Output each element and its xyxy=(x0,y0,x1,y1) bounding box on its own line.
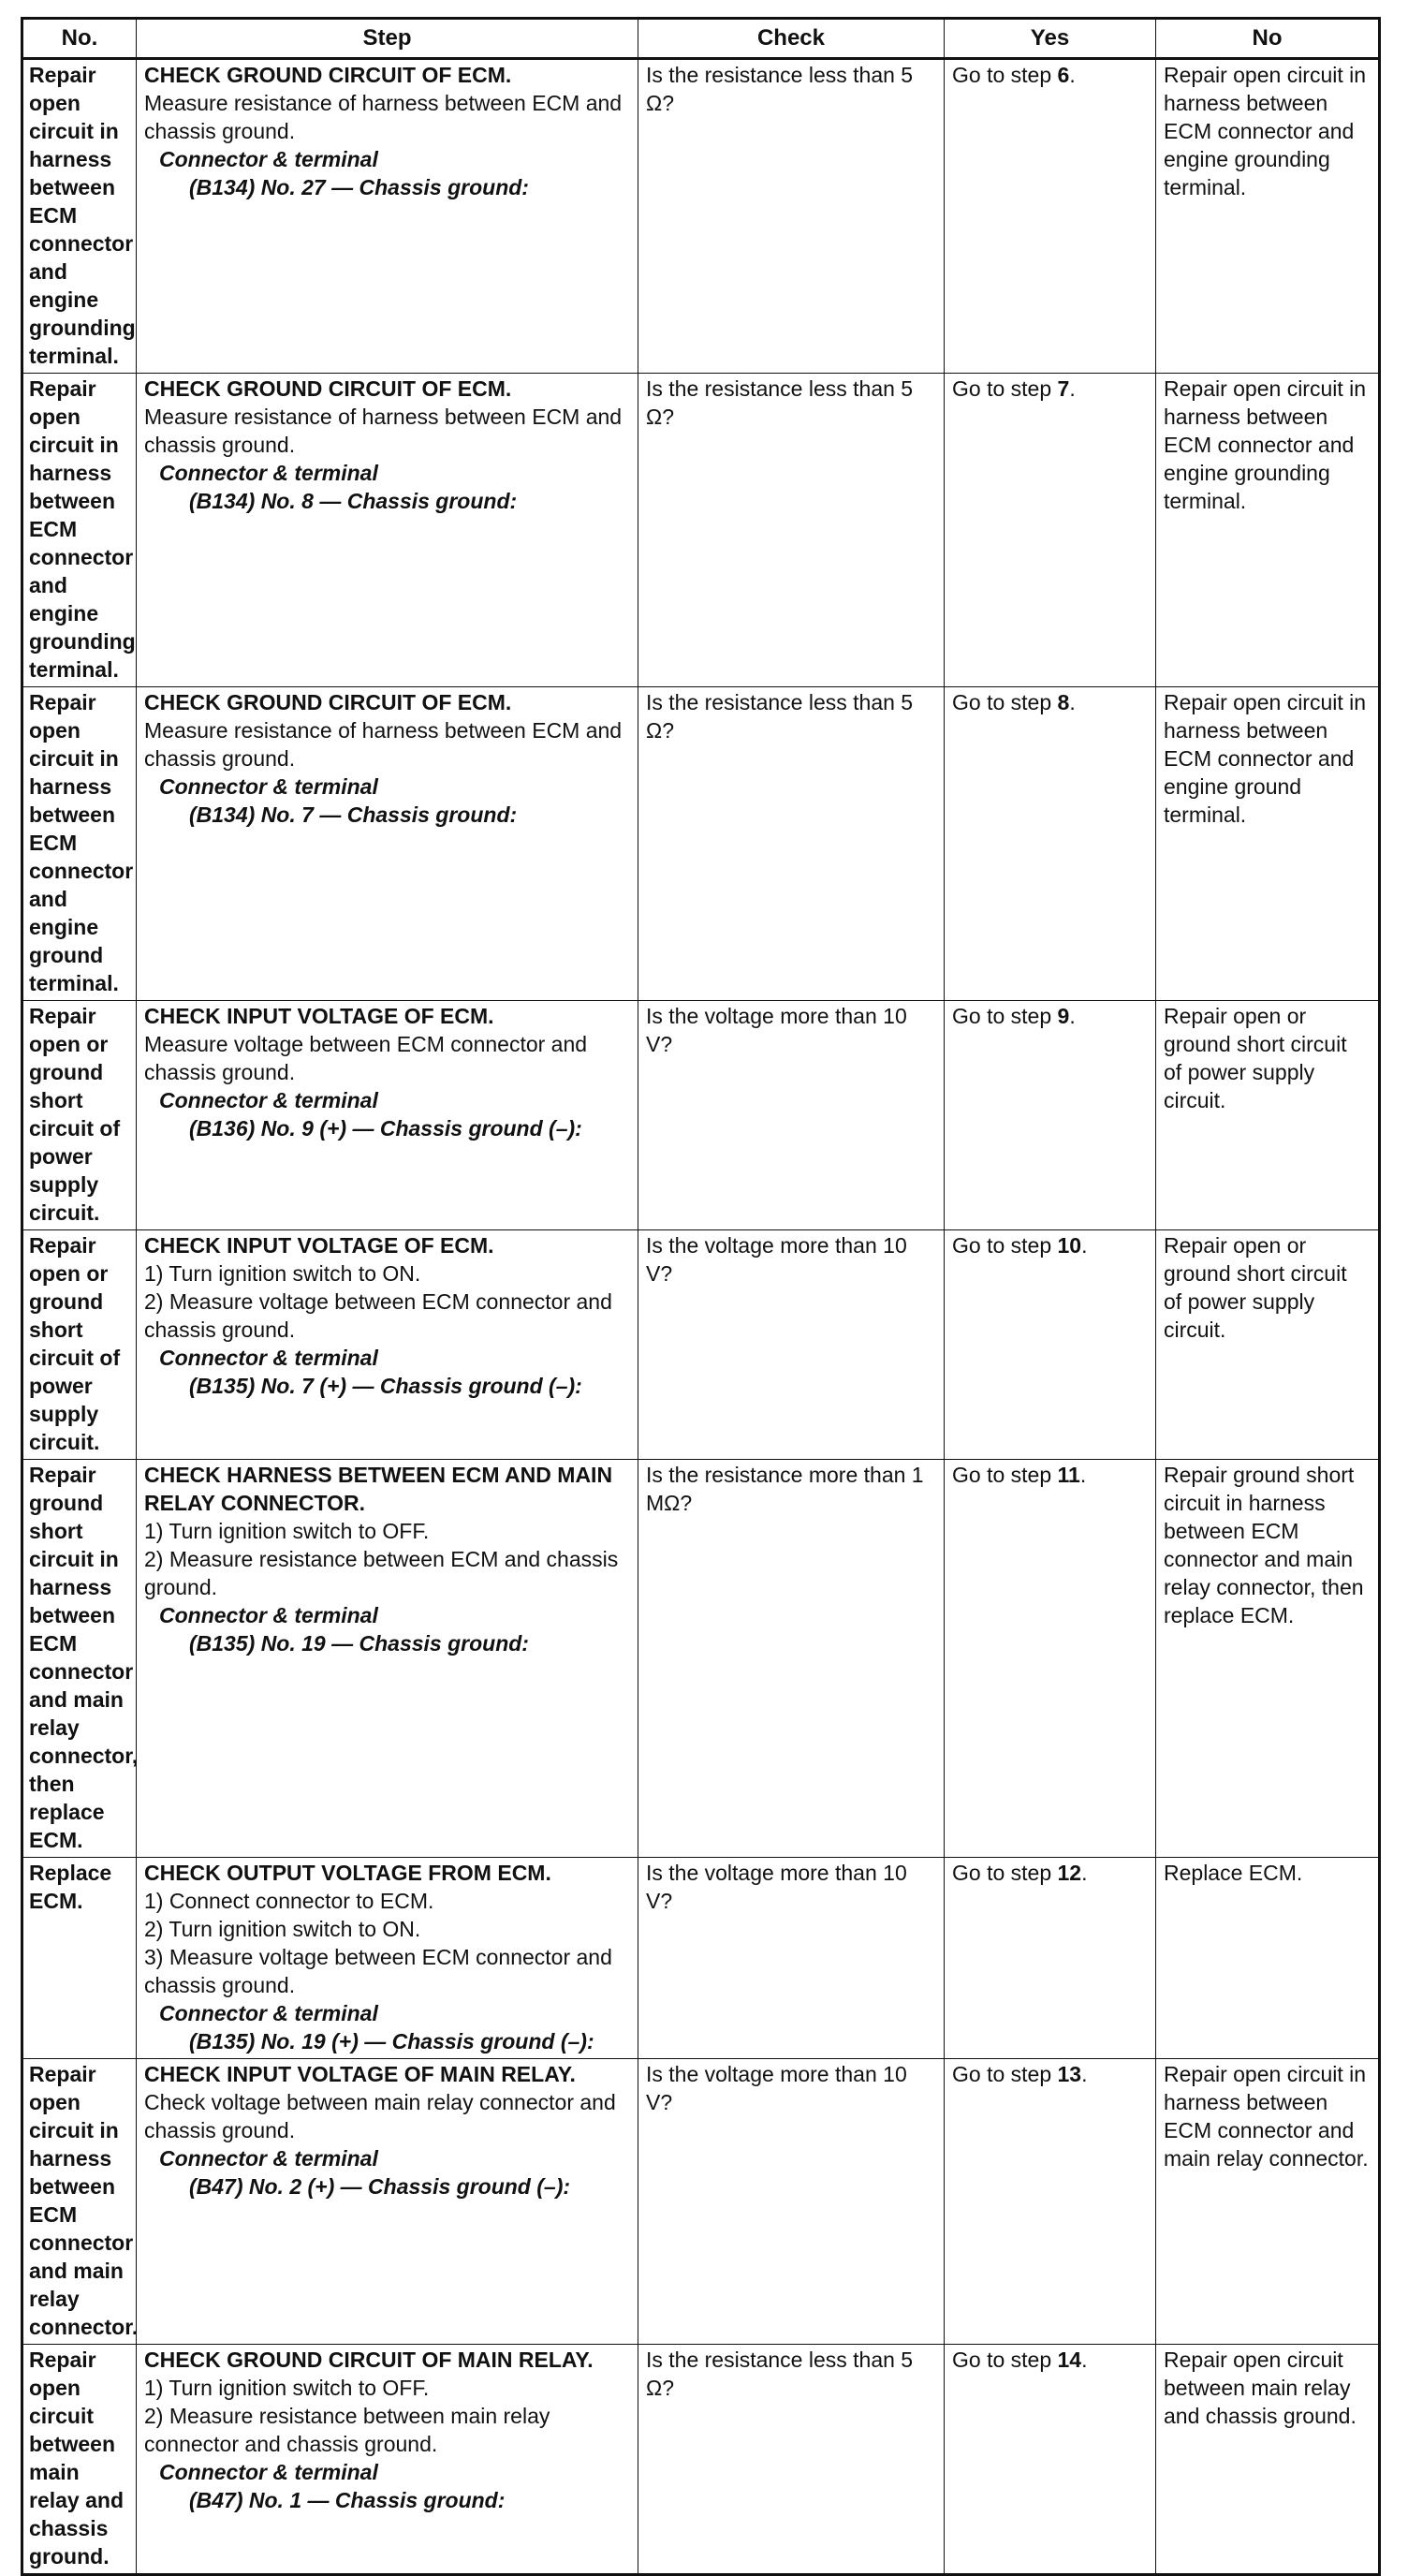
row-number: Repair open circuit in harness between ECM connector and engine grounding terminal. xyxy=(22,59,137,374)
table-body xyxy=(22,59,1380,2575)
step-cell xyxy=(137,2059,638,2345)
step-instruction: 2) Measure resistance between main relay connector and chassis ground. xyxy=(144,2404,550,2456)
check-cell: Is the voltage more than 10 V? xyxy=(638,1858,945,2059)
terminal-spec: (B47) No. 1 — Chassis ground: xyxy=(189,2488,506,2512)
check-cell: Is the resistance less than 5 Ω? xyxy=(638,2345,945,2575)
step-title: CHECK INPUT VOLTAGE OF ECM. xyxy=(144,1233,494,1258)
table-header-row xyxy=(22,19,1380,59)
step-title: CHECK GROUND CIRCUIT OF ECM. xyxy=(144,690,512,714)
yes-suffix: . xyxy=(1069,1004,1076,1028)
header-no: No. xyxy=(22,19,137,59)
yes-step-number: 13 xyxy=(1057,2062,1082,2086)
connector-terminal-label: Connector & terminal xyxy=(159,1088,378,1112)
yes-step-number: 8 xyxy=(1057,690,1070,714)
check-cell: Is the resistance less than 5 Ω? xyxy=(638,59,945,374)
yes-suffix: . xyxy=(1069,690,1076,714)
step-cell xyxy=(137,59,638,374)
no-action-cell: Repair open or ground short circuit of power supply circuit. xyxy=(1156,1001,1380,1230)
yes-prefix: Go to step xyxy=(952,1861,1052,1885)
yes-step-number: 10 xyxy=(1057,1233,1082,1258)
step-title: CHECK INPUT VOLTAGE OF MAIN RELAY. xyxy=(144,2062,576,2086)
step-cell xyxy=(137,1460,638,1858)
yes-prefix: Go to step xyxy=(952,690,1052,714)
no-action-cell: Repair open circuit in harness between ECM connector and engine grounding terminal. xyxy=(1156,374,1380,687)
yes-prefix: Go to step xyxy=(952,2348,1052,2372)
yes-cell xyxy=(945,59,1156,374)
step-instruction: 2) Measure voltage between ECM connector and chassis ground. xyxy=(144,1289,612,1342)
table-row xyxy=(22,59,1380,374)
yes-cell xyxy=(945,1230,1156,1460)
yes-step-number: 14 xyxy=(1057,2348,1082,2372)
step-title: CHECK GROUND CIRCUIT OF MAIN RELAY. xyxy=(144,2348,594,2372)
step-cell xyxy=(137,1230,638,1460)
step-cell xyxy=(137,374,638,687)
row-number: Repair open circuit in harness between ECM connector and engine grounding terminal. xyxy=(22,374,137,687)
yes-cell xyxy=(945,1460,1156,1858)
yes-suffix: . xyxy=(1081,2062,1088,2086)
yes-cell xyxy=(945,2059,1156,2345)
no-action-cell: Replace ECM. xyxy=(1156,1858,1380,2059)
yes-cell xyxy=(945,2345,1156,2575)
check-cell: Is the voltage more than 10 V? xyxy=(638,1001,945,1230)
table-row xyxy=(22,1858,1380,2059)
connector-terminal-label: Connector & terminal xyxy=(159,147,378,171)
no-action-cell: Repair ground short circuit in harness between ECM connector and main relay connector, then replace ECM. xyxy=(1156,1460,1380,1858)
step-cell xyxy=(137,687,638,1001)
yes-step-number: 12 xyxy=(1057,1861,1082,1885)
terminal-spec: (B136) No. 9 (+) — Chassis ground (–): xyxy=(189,1116,582,1141)
check-cell: Is the voltage more than 10 V? xyxy=(638,2059,945,2345)
yes-cell xyxy=(945,687,1156,1001)
row-number: Repair open or ground short circuit of power supply circuit. xyxy=(22,1001,137,1230)
row-number: Repair open circuit between main relay and chassis ground. xyxy=(22,2345,137,2575)
step-instruction: Measure resistance of harness between ECM and chassis ground. xyxy=(144,91,623,143)
yes-cell xyxy=(945,374,1156,687)
yes-step-number: 6 xyxy=(1057,63,1070,87)
header-yes: Yes xyxy=(945,19,1156,59)
row-number: Repair open or ground short circuit of power supply circuit. xyxy=(22,1230,137,1460)
row-number: Replace ECM. xyxy=(22,1858,137,2059)
table-row xyxy=(22,1230,1380,1460)
terminal-spec: (B135) No. 19 (+) — Chassis ground (–): xyxy=(189,2029,594,2053)
terminal-spec: (B135) No. 7 (+) — Chassis ground (–): xyxy=(189,1374,582,1398)
yes-cell xyxy=(945,1858,1156,2059)
check-cell: Is the resistance less than 5 Ω? xyxy=(638,687,945,1001)
check-cell: Is the resistance more than 1 MΩ? xyxy=(638,1460,945,1858)
step-instruction: 1) Turn ignition switch to OFF. xyxy=(144,1519,430,1543)
terminal-spec: (B135) No. 19 — Chassis ground: xyxy=(189,1631,529,1656)
no-action-cell: Repair open circuit between main relay and chassis ground. xyxy=(1156,2345,1380,2575)
table-row xyxy=(22,2345,1380,2575)
yes-suffix: . xyxy=(1081,2348,1088,2372)
terminal-spec: (B47) No. 2 (+) — Chassis ground (–): xyxy=(189,2174,571,2199)
connector-terminal-label: Connector & terminal xyxy=(159,2146,378,2171)
step-title: CHECK GROUND CIRCUIT OF ECM. xyxy=(144,63,512,87)
step-instruction: 3) Measure voltage between ECM connector and chassis ground. xyxy=(144,1945,612,1997)
step-instruction: 1) Turn ignition switch to ON. xyxy=(144,1261,421,1286)
step-instruction: 2) Turn ignition switch to ON. xyxy=(144,1917,421,1941)
diagnostic-table xyxy=(21,17,1381,2576)
yes-suffix: . xyxy=(1069,376,1076,401)
table-row xyxy=(22,374,1380,687)
step-instruction: Check voltage between main relay connector and chassis ground. xyxy=(144,2090,616,2142)
yes-prefix: Go to step xyxy=(952,376,1052,401)
connector-terminal-label: Connector & terminal xyxy=(159,1346,378,1370)
table-row xyxy=(22,687,1380,1001)
yes-suffix: . xyxy=(1069,63,1076,87)
terminal-spec: (B134) No. 7 — Chassis ground: xyxy=(189,802,518,827)
connector-terminal-label: Connector & terminal xyxy=(159,2001,378,2025)
check-cell: Is the voltage more than 10 V? xyxy=(638,1230,945,1460)
step-instruction: 1) Connect connector to ECM. xyxy=(144,1889,434,1913)
step-cell xyxy=(137,2345,638,2575)
row-number: Repair open circuit in harness between ECM connector and engine ground terminal. xyxy=(22,687,137,1001)
terminal-spec: (B134) No. 8 — Chassis ground: xyxy=(189,489,518,513)
yes-step-number: 11 xyxy=(1057,1463,1080,1487)
yes-suffix: . xyxy=(1081,1233,1088,1258)
row-number: Repair open circuit in harness between ECM connector and main relay connector. xyxy=(22,2059,137,2345)
yes-step-number: 7 xyxy=(1057,376,1070,401)
step-instruction: Measure voltage between ECM connector and chassis ground. xyxy=(144,1032,588,1084)
diagnostic-page xyxy=(21,17,1378,2576)
yes-prefix: Go to step xyxy=(952,1004,1052,1028)
header-step: Step xyxy=(137,19,638,59)
step-cell xyxy=(137,1858,638,2059)
step-instruction: Measure resistance of harness between ECM and chassis ground. xyxy=(144,405,623,457)
yes-cell xyxy=(945,1001,1156,1230)
yes-prefix: Go to step xyxy=(952,1233,1052,1258)
connector-terminal-label: Connector & terminal xyxy=(159,2460,378,2484)
no-action-cell: Repair open circuit in harness between ECM connector and engine ground terminal. xyxy=(1156,687,1380,1001)
table-row xyxy=(22,2059,1380,2345)
step-instruction: Measure resistance of harness between ECM and chassis ground. xyxy=(144,718,623,771)
connector-terminal-label: Connector & terminal xyxy=(159,1603,378,1627)
step-title: CHECK HARNESS BETWEEN ECM AND MAIN RELAY CONNECTOR. xyxy=(144,1463,613,1515)
terminal-spec: (B134) No. 27 — Chassis ground: xyxy=(189,175,529,199)
connector-terminal-label: Connector & terminal xyxy=(159,774,378,799)
yes-prefix: Go to step xyxy=(952,63,1052,87)
step-instruction: 1) Turn ignition switch to OFF. xyxy=(144,2376,430,2400)
table-row xyxy=(22,1460,1380,1858)
yes-suffix: . xyxy=(1081,1861,1088,1885)
step-title: CHECK INPUT VOLTAGE OF ECM. xyxy=(144,1004,494,1028)
step-instruction: 2) Measure resistance between ECM and chassis ground. xyxy=(144,1547,619,1599)
header-no-action: No xyxy=(1156,19,1380,59)
step-title: CHECK GROUND CIRCUIT OF ECM. xyxy=(144,376,512,401)
row-number: Repair ground short circuit in harness between ECM connector and main relay connector, then replace ECM. xyxy=(22,1460,137,1858)
yes-prefix: Go to step xyxy=(952,1463,1052,1487)
step-cell xyxy=(137,1001,638,1230)
yes-step-number: 9 xyxy=(1057,1004,1070,1028)
step-title: CHECK OUTPUT VOLTAGE FROM ECM. xyxy=(144,1861,551,1885)
no-action-cell: Repair open circuit in harness between ECM connector and engine grounding terminal. xyxy=(1156,59,1380,374)
yes-prefix: Go to step xyxy=(952,2062,1052,2086)
no-action-cell: Repair open or ground short circuit of power supply circuit. xyxy=(1156,1230,1380,1460)
no-action-cell: Repair open circuit in harness between ECM connector and main relay connector. xyxy=(1156,2059,1380,2345)
yes-suffix: . xyxy=(1079,1463,1087,1487)
table-row xyxy=(22,1001,1380,1230)
header-check: Check xyxy=(638,19,945,59)
check-cell: Is the resistance less than 5 Ω? xyxy=(638,374,945,687)
connector-terminal-label: Connector & terminal xyxy=(159,461,378,485)
